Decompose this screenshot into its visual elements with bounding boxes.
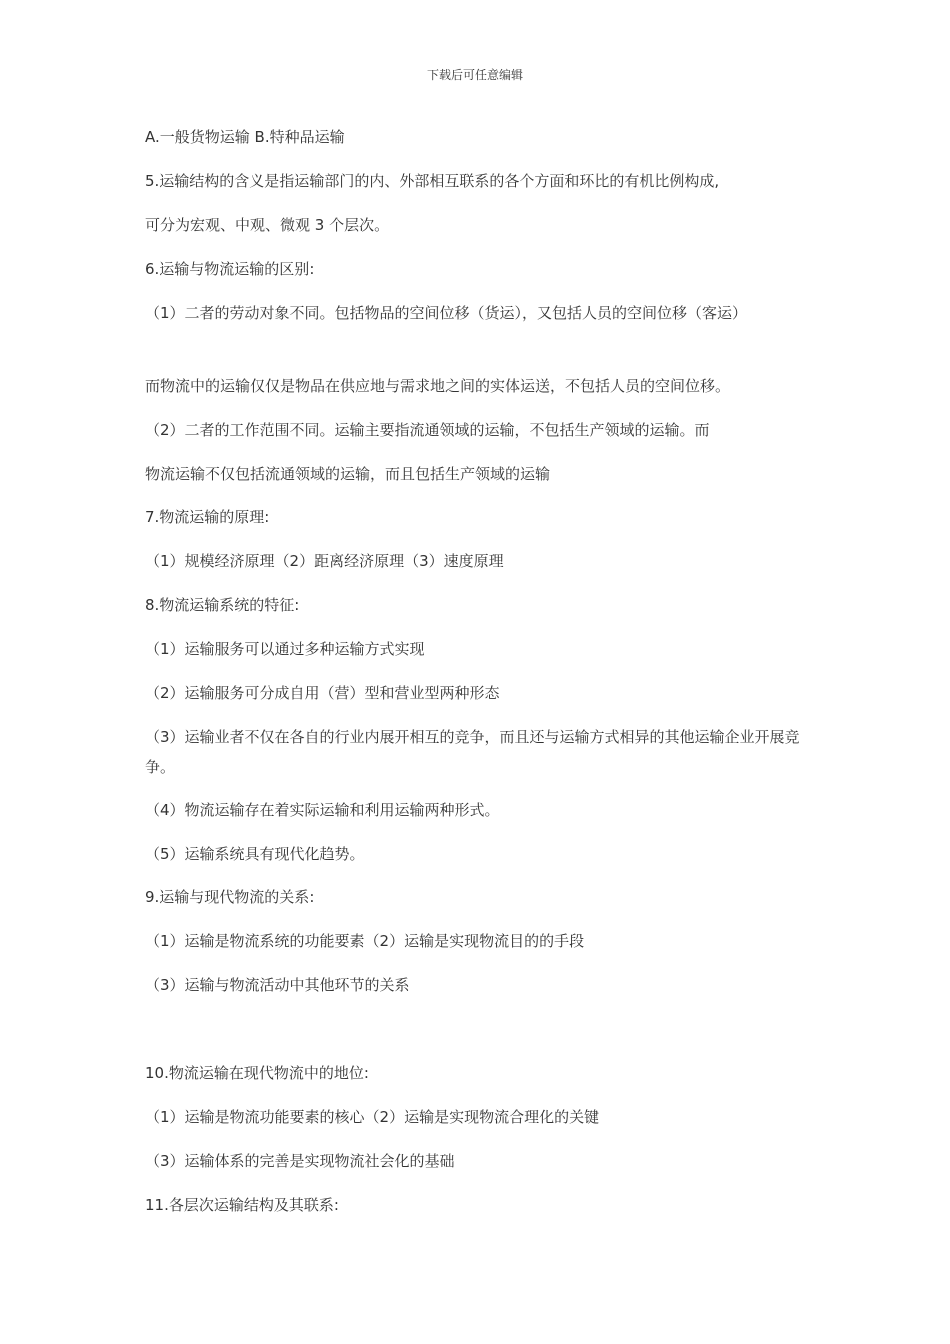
text-line-13: （2）运输服务可分成自用（营）型和营业型两种形态 [145, 684, 500, 702]
text-line-11: 8.物流运输系统的特征: [145, 596, 300, 614]
text-line-2: 5.运输结构的含义是指运输部门的内、外部相互联系的各个方面和环比的有机比例构成, [145, 172, 720, 190]
text-line-1: A.一般货物运输 B.特种品运输 [145, 128, 345, 146]
text-line-16: （5）运输系统具有现代化趋势。 [145, 845, 365, 863]
text-line-7: （2）二者的工作范围不同。运输主要指流通领域的运输，不包括生产领域的运输。而 [145, 421, 710, 439]
text-line-15: （4）物流运输存在着实际运输和利用运输两种形式。 [145, 801, 500, 819]
text-line-4: 6.运输与物流运输的区别: [145, 260, 315, 278]
text-line-5: （1）二者的劳动对象不同。包括物品的空间位移（货运），又包括人员的空间位移（客运） [145, 304, 748, 322]
text-line-3: 可分为宏观、中观、微观 3 个层次。 [145, 216, 390, 234]
text-line-20: 10.物流运输在现代物流中的地位: [145, 1064, 369, 1082]
page-header: 下载后可任意编辑 [426, 68, 523, 82]
text-line-9: 7.物流运输的原理: [145, 508, 270, 526]
text-line-18: （1）运输是物流系统的功能要素（2）运输是实现物流目的的手段 [145, 932, 585, 950]
text-line-10: （1）规模经济原理（2）距离经济原理（3）速度原理 [145, 552, 504, 570]
text-line-17: 9.运输与现代物流的关系: [145, 888, 315, 906]
text-line-19: （3）运输与物流活动中其他环节的关系 [145, 976, 410, 994]
text-line-22: （3）运输体系的完善是实现物流社会化的基础 [145, 1152, 455, 1170]
text-line-23: 11.各层次运输结构及其联系: [145, 1196, 339, 1214]
text-line-6: 而物流中的运输仅仅是物品在供应地与需求地之间的实体运送，不包括人员的空间位移。 [145, 377, 731, 395]
text-line-8: 物流运输不仅包括流通领域的运输，而且包括生产领域的运输 [145, 465, 551, 483]
text-line-21: （1）运输是物流功能要素的核心（2）运输是实现物流合理化的关键 [145, 1108, 600, 1126]
text-line-14: （3）运输业者不仅在各自的行业内展开相互的竞争，而且还与运输方式相异的其他运输企业开展竞争。 [145, 728, 800, 776]
text-line-12: （1）运输服务可以通过多种运输方式实现 [145, 640, 425, 658]
